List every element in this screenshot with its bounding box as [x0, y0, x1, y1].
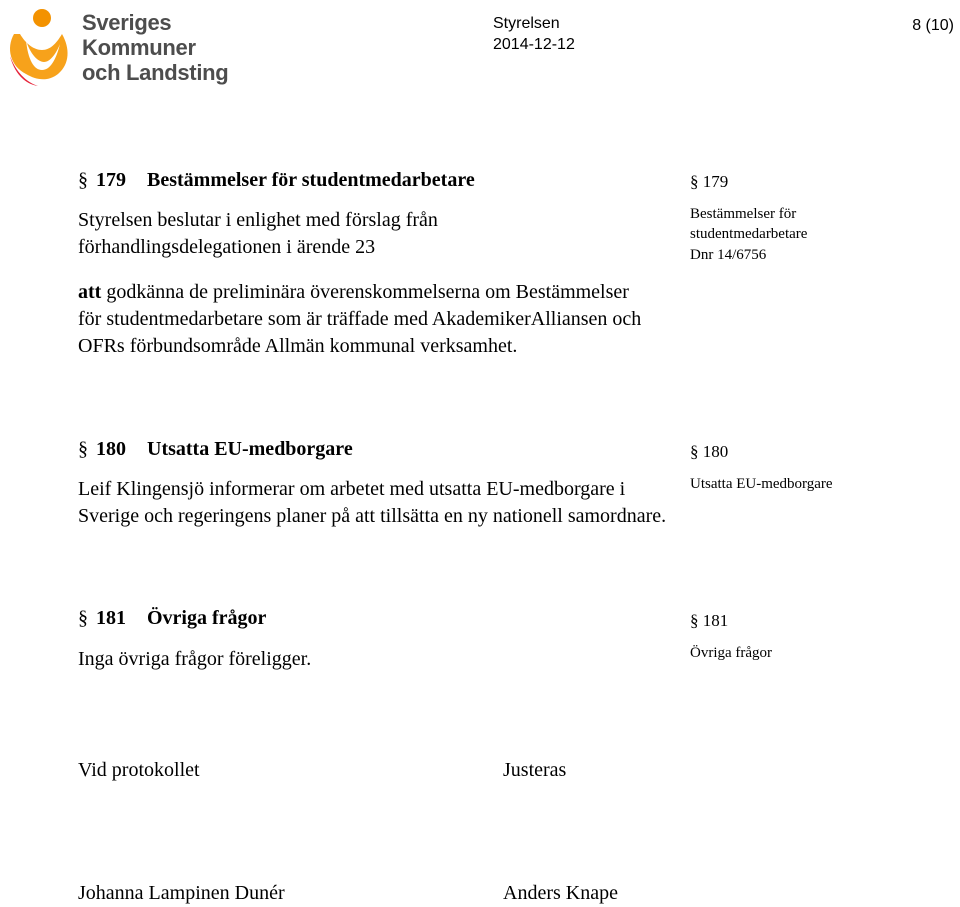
margin-181-title: Övriga frågor	[690, 645, 773, 661]
section-179-heading	[78, 166, 475, 194]
logo-wordmark	[82, 10, 228, 85]
paragraph-symbol: §	[690, 442, 699, 461]
paragraph-symbol: §	[78, 607, 88, 629]
signature-left-label: Vid protokollet	[78, 759, 200, 781]
paragraph-symbol: §	[78, 438, 88, 460]
section-179-intro: Styrelsen beslutar i enlighet med förslag från förhandlingsdelegationen i ärende 23	[78, 209, 438, 258]
margin-179-reference: Dnr 14/6756	[690, 247, 767, 263]
paragraph-symbol: §	[690, 172, 699, 191]
att-keyword: att	[78, 281, 102, 303]
margin-179-number: § 179	[690, 172, 729, 191]
margin-181-number: § 181	[690, 611, 729, 630]
section-179-decision	[78, 279, 648, 360]
header-page-number: 8 (10)	[912, 17, 954, 34]
logo-line-3: och Landsting	[82, 60, 229, 85]
section-number: 179	[96, 169, 126, 191]
section-title: Bestämmelser för studentmedarbetare	[147, 169, 475, 191]
section-180-body: Leif Klingensjö informerar om arbetet med utsatta EU-medborgare i Sverige och regeringens planer på att tillsätta en ny nationell samordnare.	[78, 478, 667, 527]
paragraph-symbol: §	[690, 611, 699, 630]
header-date: 2014-12-12	[493, 36, 575, 53]
section-181-body: Inga övriga frågor föreligger.	[78, 648, 312, 670]
header-org: Styrelsen	[493, 15, 560, 32]
section-number: 180	[96, 438, 126, 460]
margin-179-title: Bestämmelser för studentmedarbetare	[690, 206, 808, 242]
section-181-heading	[78, 604, 266, 632]
logo-head-icon	[33, 9, 51, 27]
section-title: Övriga frågor	[147, 607, 267, 629]
section-title: Utsatta EU-medborgare	[147, 438, 353, 460]
signature-left-name: Johanna Lampinen Dunér	[78, 882, 285, 904]
margin-180-number: § 180	[690, 442, 729, 461]
signature-right-label: Justeras	[503, 759, 567, 781]
logo-line-2: Kommuner	[82, 35, 196, 60]
logo-line-1: Sveriges	[82, 10, 172, 35]
decision-text: godkänna de preliminära överenskommelserna om Bestämmelser för studentmedarbetare som är träffade med AkademikerAlliansen och OFRs förbundsområde Allmän kommunal verksamhet.	[78, 281, 642, 357]
margin-180-title: Utsatta EU-medborgare	[690, 476, 833, 492]
section-180-heading	[78, 435, 353, 463]
section-number: 181	[96, 607, 126, 629]
paragraph-symbol: §	[78, 169, 88, 191]
signature-right-name: Anders Knape	[503, 882, 618, 904]
